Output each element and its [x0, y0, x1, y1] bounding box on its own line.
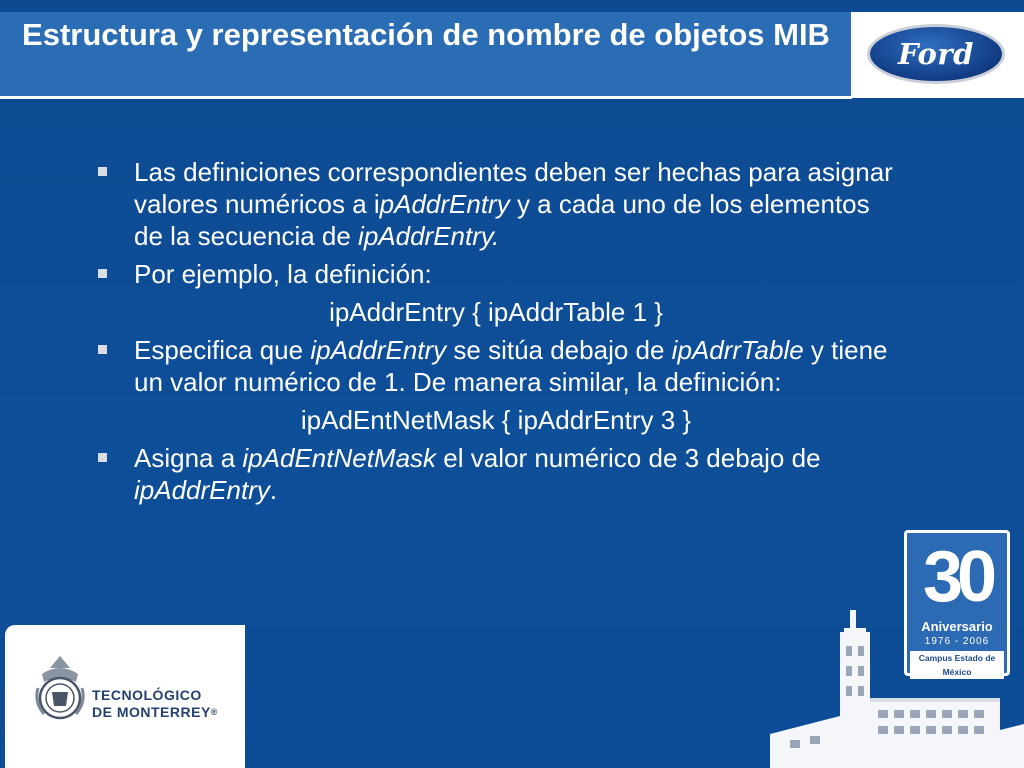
anniversary-years: 1976 - 2006 [924, 636, 990, 647]
code-example: ipAdEntNetMask { ipAddrEntry 3 } [300, 405, 692, 435]
slide-title: Estructura y representación de nombre de objetos MIB [22, 17, 830, 52]
anniversary-number: 30 [922, 537, 992, 617]
bullet-item: Las definiciones correspondientes deben ser hechas para asignar valores numéricos a ipAddrEntry y a cada uno de los elementos de la secuencia de ipAddrEntry. [96, 156, 896, 252]
institution-name: TECNOLÓGICO DE MONTERREY® [92, 687, 218, 720]
anniversary-label: Aniversario [921, 619, 993, 634]
slide-content [96, 156, 896, 512]
anniversary-campus: Campus Estado de México [910, 651, 1004, 679]
square-bullet-icon [98, 345, 107, 354]
bullet-item: Asigna a ipAdEntNetMask el valor numérico de 3 debajo de ipAddrEntry. [96, 442, 896, 506]
bullet-item: Por ejemplo, la definición: [96, 258, 896, 290]
ford-logo-box [851, 12, 1024, 98]
square-bullet-icon [98, 167, 107, 176]
code-example: ipAddrEntry { ipAddrTable 1 } [329, 297, 663, 327]
anniversary-badge [904, 530, 1010, 676]
tec-emblem-icon [30, 652, 90, 722]
square-bullet-icon [98, 453, 107, 462]
bullet-item: Especifica que ipAddrEntry se sitúa debajo de ipAdrrTable y tiene un valor numérico de 1. De manera similar, la definición: [96, 334, 896, 398]
ford-logo [867, 24, 1005, 84]
ford-logo-text: Ford [898, 37, 974, 71]
square-bullet-icon [98, 269, 107, 278]
